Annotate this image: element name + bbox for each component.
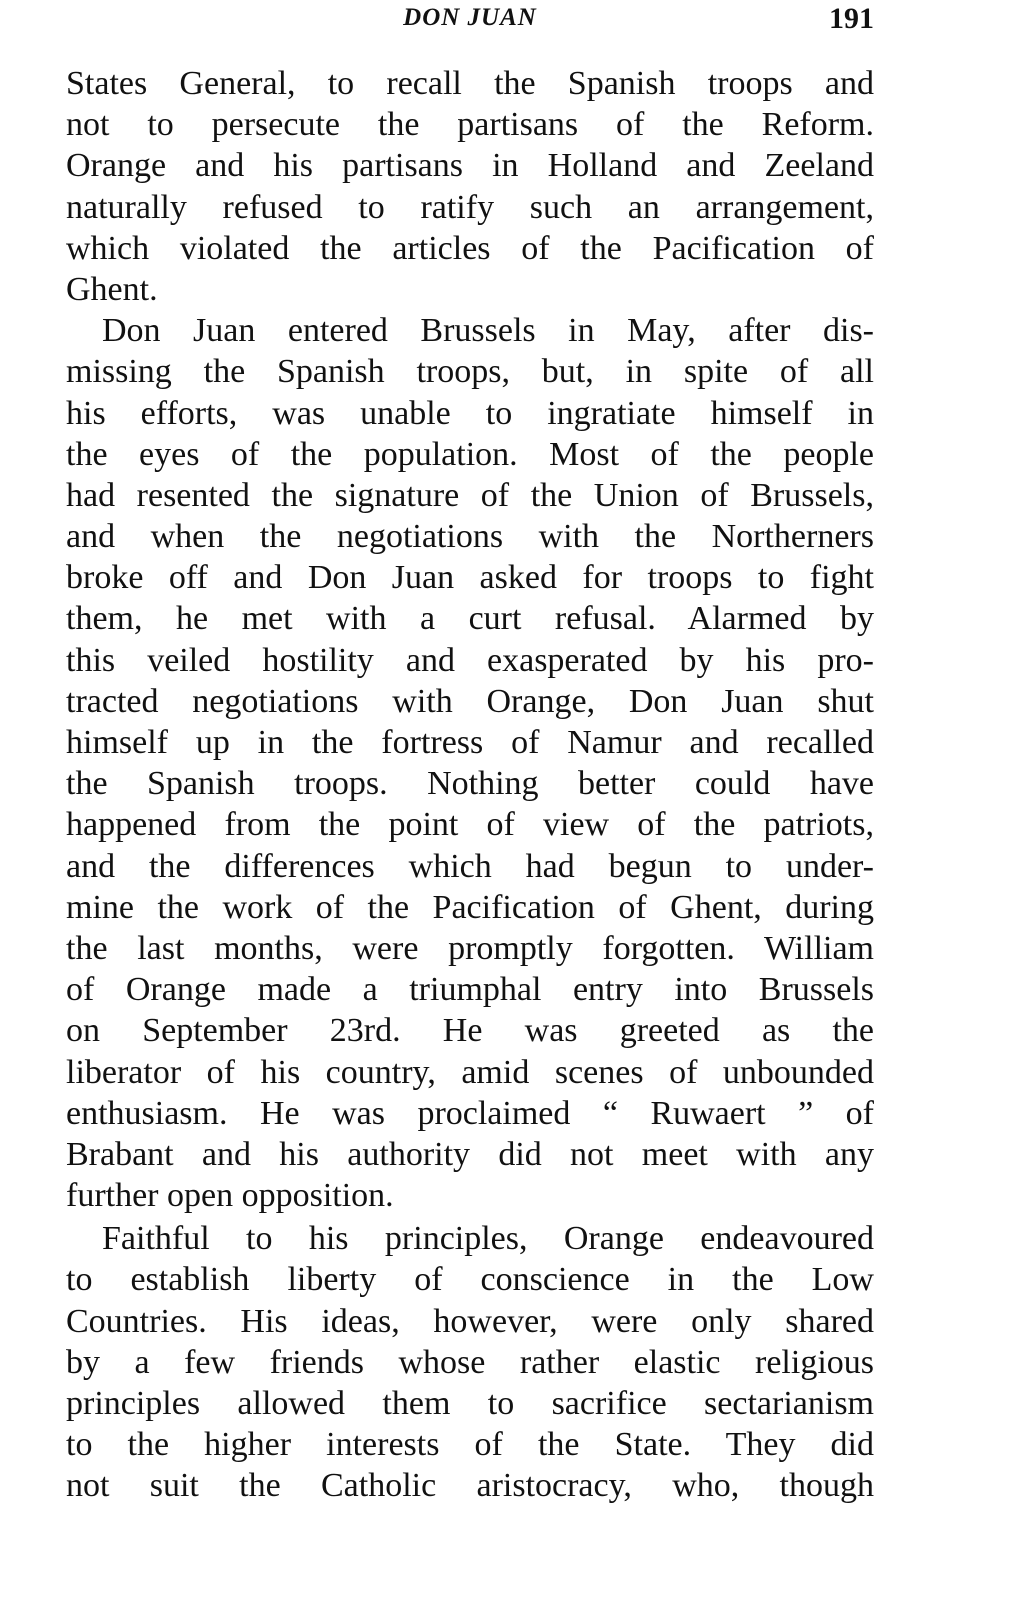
text-line: them, he met with a curt refusal. Alarmed by [66, 600, 874, 638]
text-line: himself up in the fortress of Namur and recalled [66, 724, 874, 761]
text-line: the Spanish troops. Nothing better could have [66, 765, 874, 803]
text-line: mine the work of the Pacification of Ghent, during [66, 888, 874, 926]
running-title: DON JUAN [403, 4, 537, 31]
page-header [66, 2, 874, 42]
text-line: Ghent. [66, 270, 158, 308]
text-line: by a few friends whose rather elastic religious [66, 1343, 874, 1381]
text-line: had resented the signature of the Union of Brussels, [66, 476, 874, 514]
text-line: principles allowed them to sacrifice sectarianism [66, 1385, 874, 1422]
paragraph-3 [66, 1218, 874, 1506]
text-line: not to persecute the partisans of the Reform. [66, 106, 874, 144]
text-line: to establish liberty of conscience in the Low [66, 1261, 874, 1299]
text-line: broke off and Don Juan asked for troops to fight [66, 559, 874, 597]
text-line: tracted negotiations with Orange, Don Juan shut [66, 682, 874, 720]
text-line: which violated the articles of the Pacification of [66, 229, 874, 267]
paragraph-2 [66, 310, 874, 1216]
paragraph-1 [66, 63, 874, 310]
text-line: this veiled hostility and exasperated by his pro- [66, 641, 874, 679]
page-number: 191 [829, 2, 874, 35]
text-line: to the higher interests of the State. They did [66, 1426, 874, 1464]
text-line: missing the Spanish troops, but, in spite of all [66, 353, 874, 391]
text-line: enthusiasm. He was proclaimed “ Ruwaert ” of [66, 1094, 874, 1132]
text-line: liberator of his country, amid scenes of unbounded [66, 1053, 874, 1091]
text-line: States General, to recall the Spanish troops and [66, 65, 874, 102]
text-line: his efforts, was unable to ingratiate himself in [66, 394, 874, 432]
text-line: happened from the point of view of the patriots, [66, 806, 874, 844]
text-line: Brabant and his authority did not meet with any [66, 1135, 874, 1173]
text-line: the eyes of the population. Most of the people [66, 435, 874, 473]
text-line: further open opposition. [66, 1177, 394, 1215]
text-line: Don Juan entered Brussels in May, after dis- [102, 312, 874, 350]
text-line: of Orange made a triumphal entry into Brussels [66, 971, 874, 1009]
text-line: on September 23rd. He was greeted as the [66, 1012, 874, 1050]
text-line: the last months, were promptly forgotten. William [66, 929, 874, 967]
text-line: and when the negotiations with the Northerners [66, 518, 874, 556]
text-line: naturally refused to ratify such an arrangement, [66, 188, 874, 226]
text-line: Faithful to his principles, Orange endeavoured [102, 1220, 874, 1258]
text-line: not suit the Catholic aristocracy, who, though [66, 1467, 874, 1505]
body-text [66, 63, 874, 1507]
text-line: Orange and his partisans in Holland and Zeeland [66, 147, 874, 185]
text-line: Countries. His ideas, however, were only shared [66, 1302, 874, 1340]
text-line: and the differences which had begun to under- [66, 847, 874, 885]
